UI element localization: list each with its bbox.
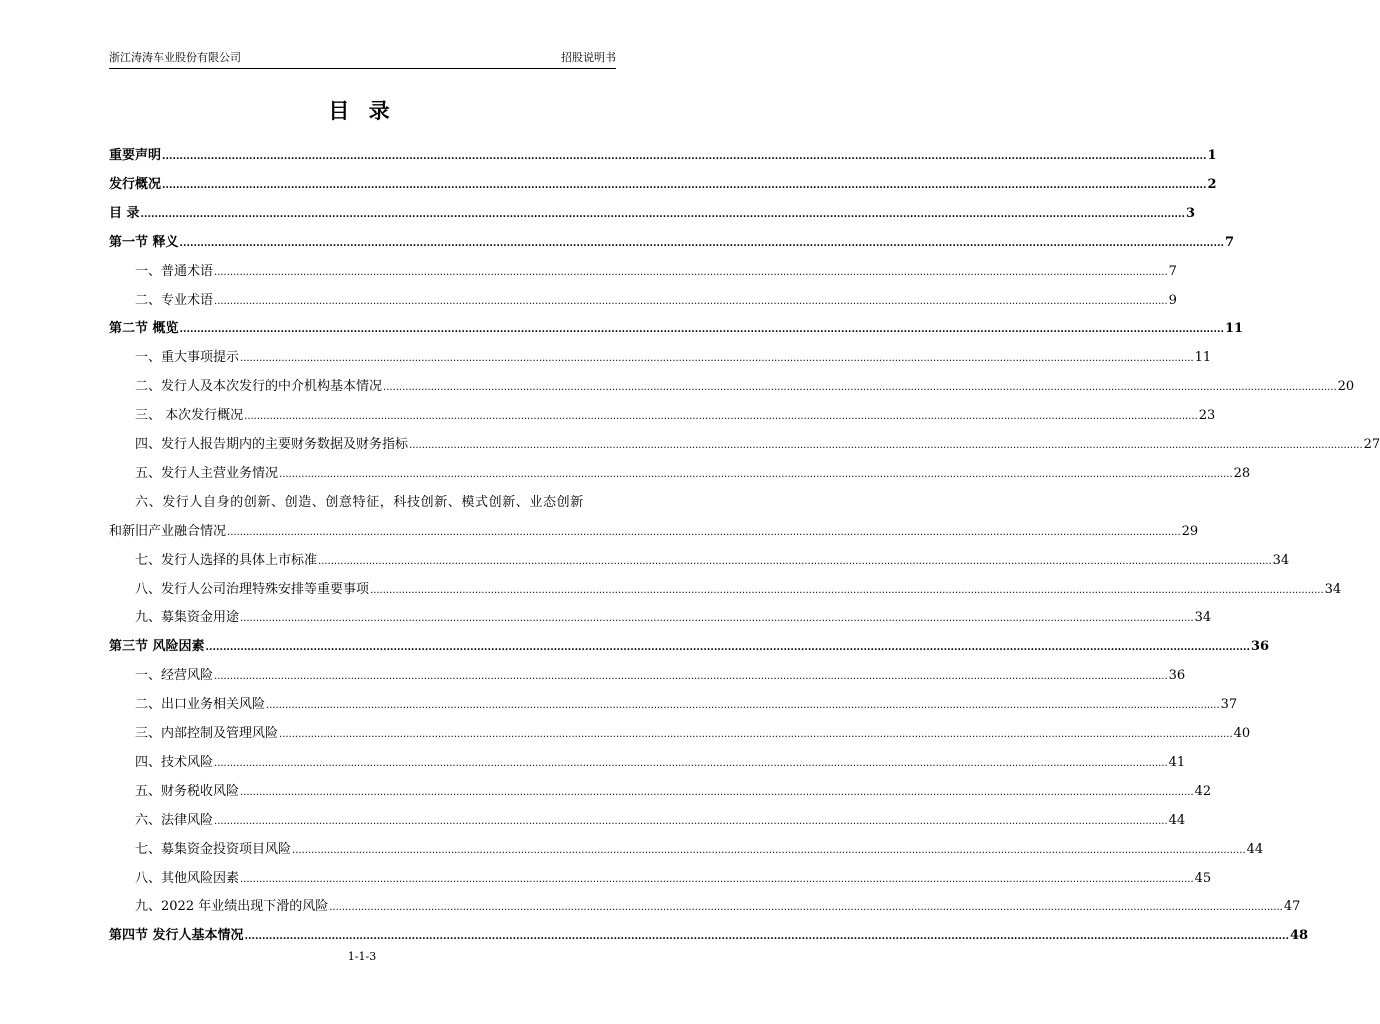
toc-entry-label: 四、发行人报告期内的主要财务数据及财务指标 [135, 437, 409, 452]
toc-entry-label: 和新旧产业融合情况 [109, 523, 227, 539]
toc-entry-label: 九、2022 年业绩出现下滑的风险 [135, 899, 329, 915]
toc-leader-dots: ............................................................................................................................................................................................................................................................................................................ [244, 931, 1289, 943]
toc-leader-dots: ............................................................................................................................................................................................................................................................................................................ [370, 584, 1324, 596]
toc-entry-page: 34 [1324, 581, 1342, 597]
toc-entry-label: 八、发行人公司治理特殊安排等重要事项 [135, 581, 370, 597]
toc-leader-dots: ............................................................................................................................................................................................................................................................................................................ [409, 440, 1363, 451]
toc-entry[interactable] [109, 890, 1301, 916]
toc-leader-dots: ............................................................................................................................................................................................................................................................................................................ [240, 873, 1194, 885]
toc-entry[interactable] [109, 312, 1244, 338]
toc-entry-page: 11 [1224, 321, 1244, 337]
toc-entry[interactable] [109, 601, 1212, 627]
toc-entry-page: 7 [1168, 263, 1177, 279]
toc-entry[interactable] [109, 804, 1186, 830]
page-title: 目 录 [328, 98, 396, 123]
toc-entry-page: 41 [1168, 754, 1186, 770]
toc-leader-dots: ............................................................................................................................................................................................................................................................................................................ [240, 353, 1194, 365]
toc-entry-page: 37 [1220, 697, 1238, 713]
toc-entry-page: 44 [1246, 841, 1264, 857]
toc-entry[interactable] [109, 139, 1217, 165]
toc-entry[interactable] [109, 284, 1177, 310]
toc-entry-page: 36 [1168, 668, 1186, 684]
toc-entry-label: 七、发行人选择的具体上市标准 [135, 552, 318, 568]
toc-leader-dots: ............................................................................................................................................................................................................................................................................................................ [279, 729, 1233, 740]
toc-leader-dots: ............................................................................................................................................................................................................................................................................................................ [205, 642, 1250, 654]
toc-leader-dots: ............................................................................................................................................................................................................................................................................................................ [179, 237, 1224, 249]
toc-entry-label: 五、财务税收风险 [135, 783, 240, 799]
toc-entry[interactable] [109, 370, 1355, 396]
toc-entry-page: 48 [1289, 928, 1309, 944]
toc-entry-label: 发行概况 [109, 176, 162, 192]
toc-entry-label: 八、其他风险因素 [135, 870, 240, 886]
toc-entry-label: 重要声明 [109, 148, 162, 163]
toc-entry[interactable] [109, 341, 1212, 367]
toc-entry-label: 一、重大事项提示 [135, 350, 240, 366]
toc-entry-label: 第一节 释义 [109, 234, 179, 250]
toc-leader-dots: ............................................................................................................................................................................................................................................................................................................ [214, 757, 1168, 769]
toc-leader-dots: ............................................................................................................................................................................................................................................................................................................ [214, 295, 1168, 307]
toc-entry-label: 二、出口业务相关风险 [135, 697, 266, 713]
toc-entry[interactable] [109, 688, 1238, 714]
toc-leader-dots: ............................................................................................................................................................................................................................................................................................................ [329, 902, 1283, 914]
toc-entry-page: 44 [1168, 812, 1186, 828]
toc-entry-label: 五、发行人主营业务情况 [135, 465, 279, 481]
toc-entry-label: 目 录 [109, 205, 140, 221]
toc-entry-page: 9 [1168, 292, 1177, 308]
toc-leader-dots: ............................................................................................................................................................................................................................................................................................................ [383, 382, 1337, 394]
toc-entry[interactable] [109, 457, 1251, 483]
toc-leader-dots: ............................................................................................................................................................................................................................................................................................................ [214, 671, 1168, 683]
toc-entry[interactable] [109, 168, 1217, 194]
toc-entry[interactable] [109, 573, 1342, 599]
toc-leader-dots: ............................................................................................................................................................................................................................................................................................................ [266, 700, 1220, 712]
company-name: 浙江涛涛车业股份有限公司 [109, 51, 241, 64]
toc-leader-dots: ............................................................................................................................................................................................................................................................................................................ [240, 613, 1194, 625]
toc-leader-dots: ............................................................................................................................................................................................................................................................................................................ [214, 266, 1168, 278]
toc-entry-label: 一、经营风险 [135, 668, 214, 684]
toc-entry-label: 六、发行人自身的创新、创造、创意特征，科技创新、模式创新、业态创新 [135, 494, 584, 510]
toc-leader-dots: ............................................................................................................................................................................................................................................................................................................ [140, 208, 1185, 220]
toc-entry-page: 36 [1250, 639, 1270, 655]
toc-leader-dots: ............................................................................................................................................................................................................................................................................................................ [162, 179, 1207, 191]
toc-entry[interactable] [109, 428, 1380, 454]
toc-entry-page: 20 [1337, 379, 1355, 395]
toc-entry-page: 23 [1198, 408, 1216, 424]
toc-entry-page: 3 [1185, 205, 1196, 221]
toc-entry[interactable] [109, 717, 1251, 743]
toc-entry[interactable] [109, 544, 1290, 570]
document-type: 招股说明书 [561, 51, 616, 64]
toc-entry-label: 一、普通术语 [135, 263, 214, 279]
toc-entry-label: 二、专业术语 [135, 292, 214, 308]
toc-entry[interactable] [109, 515, 1199, 541]
toc-entry-page: 1 [1207, 148, 1217, 163]
toc-leader-dots: ............................................................................................................................................................................................................................................................................................................ [227, 526, 1181, 538]
toc-entry[interactable] [109, 226, 1235, 252]
toc-entry-label: 九、募集资金用途 [135, 610, 240, 626]
toc-entry-label: 三、 本次发行概况 [135, 408, 244, 424]
toc-entry-page: 47 [1283, 899, 1301, 915]
toc-leader-dots: ............................................................................................................................................................................................................................................................................................................ [179, 324, 1224, 336]
toc-entry[interactable] [109, 630, 1270, 656]
toc-entry-label: 六、法律风险 [135, 812, 214, 828]
toc-entry-label: 二、发行人及本次发行的中介机构基本情况 [135, 379, 383, 395]
toc-leader-dots: ............................................................................................................................................................................................................................................................................................................ [318, 555, 1272, 567]
toc-entry-page: 29 [1181, 523, 1199, 539]
toc-entry-label: 第三节 风险因素 [109, 639, 205, 655]
toc-entry[interactable] [109, 919, 1309, 945]
toc-entry-page: 27 [1363, 437, 1380, 452]
page-header [109, 50, 616, 69]
toc-entry[interactable] [109, 862, 1212, 888]
toc-entry[interactable] [109, 486, 615, 512]
toc-entry[interactable] [109, 399, 1216, 425]
toc-entry-label: 第四节 发行人基本情况 [109, 928, 244, 944]
toc-entry[interactable] [109, 255, 1177, 281]
toc-entry[interactable] [109, 833, 1264, 859]
toc-entry[interactable] [109, 197, 1196, 223]
toc-leader-dots: ............................................................................................................................................................................................................................................................................................................ [292, 844, 1246, 856]
toc-leader-dots: ............................................................................................................................................................................................................................................................................................................ [244, 411, 1198, 423]
toc-entry[interactable] [109, 659, 1186, 685]
page-number: 1-1-3 [347, 950, 377, 963]
toc-entry-label: 七、募集资金投资项目风险 [135, 841, 292, 857]
toc-entry-page: 11 [1194, 350, 1212, 366]
toc-entry-page: 40 [1233, 726, 1251, 741]
toc-leader-dots: ............................................................................................................................................................................................................................................................................................................ [279, 468, 1233, 480]
toc-entry-page: 34 [1194, 610, 1212, 626]
toc-entry-page: 34 [1272, 552, 1290, 568]
toc-entry-page: 2 [1207, 176, 1217, 192]
toc-entry-label: 第二节 概览 [109, 321, 179, 337]
toc-entry-label: 四、技术风险 [135, 754, 214, 770]
toc-leader-dots: ............................................................................................................................................................................................................................................................................................................ [214, 815, 1168, 827]
toc-entry-page: 45 [1194, 870, 1212, 886]
toc-entry[interactable] [109, 775, 1212, 801]
toc-entry-page: 42 [1194, 783, 1212, 799]
toc-entry-page: 7 [1224, 234, 1235, 250]
toc-entry-label: 三、内部控制及管理风险 [135, 726, 279, 741]
toc-leader-dots: ............................................................................................................................................................................................................................................................................................................ [240, 786, 1194, 798]
toc-entry-page: 28 [1233, 465, 1251, 481]
toc-leader-dots: ............................................................................................................................................................................................................................................................................................................ [162, 151, 1207, 162]
toc-entry[interactable] [109, 746, 1186, 772]
